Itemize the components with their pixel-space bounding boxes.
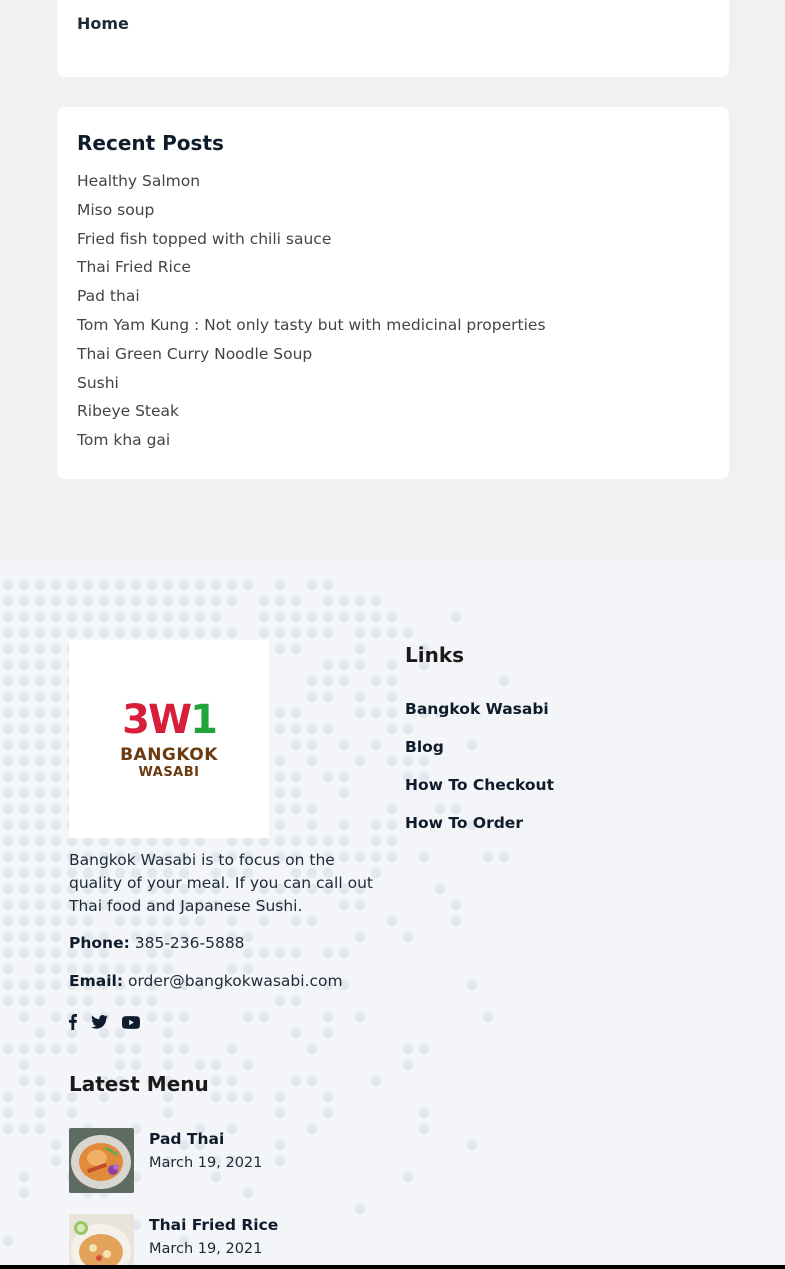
- twitter-icon[interactable]: [91, 1015, 108, 1029]
- menu-item-date: March 19, 2021: [149, 1241, 263, 1257]
- bangkok-wasabi-logo: [120, 696, 218, 780]
- recent-post-link[interactable]: Tom kha gai: [77, 431, 171, 450]
- youtube-icon[interactable]: [122, 1016, 140, 1029]
- menu-widget-card: [57, 0, 729, 77]
- menu-item-date: March 19, 2021: [149, 1155, 263, 1171]
- recent-post-link[interactable]: Tom Yam Kung : Not only tasty but with medicinal properties: [77, 315, 546, 334]
- footer-phone: [69, 934, 245, 952]
- phone-value[interactable]: 385-236-5888: [134, 934, 245, 952]
- pad-thai-thumbnail[interactable]: [69, 1128, 134, 1193]
- recent-post-link[interactable]: Ribeye Steak: [77, 402, 180, 421]
- footer-link-how-to-checkout[interactable]: How To Checkout: [405, 776, 554, 794]
- email-value[interactable]: order@bangkokwasabi.com: [127, 972, 343, 990]
- latest-menu-item[interactable]: [69, 1214, 278, 1269]
- footer-links: [405, 700, 554, 852]
- site-footer: [0, 559, 785, 1269]
- thai-fried-rice-thumbnail[interactable]: [69, 1214, 134, 1269]
- links-title: Links: [405, 643, 465, 667]
- footer-link-how-to-order[interactable]: How To Order: [405, 814, 523, 832]
- latest-menu-title: Latest Menu: [69, 1072, 209, 1096]
- logo-text-line2: WASABI: [138, 764, 200, 780]
- logo-text-line1: BANGKOK: [120, 744, 218, 765]
- social-links: [69, 1014, 140, 1030]
- logo-mark: 3W1: [122, 696, 216, 743]
- facebook-icon[interactable]: [69, 1014, 77, 1030]
- recent-post-link[interactable]: Miso soup: [77, 200, 155, 219]
- home-link[interactable]: Home: [77, 14, 129, 33]
- latest-menu-item[interactable]: [69, 1128, 262, 1193]
- recent-post-link[interactable]: Healthy Salmon: [77, 172, 201, 190]
- phone-label: Phone:: [69, 934, 130, 952]
- footer-about-text: Bangkok Wasabi is to focus on the quality of your meal. If you can call out Thai food and Japanese Sushi.: [69, 851, 373, 915]
- footer-email: [69, 972, 343, 990]
- menu-item-name[interactable]: Thai Fried Rice: [149, 1216, 279, 1234]
- recent-post-link[interactable]: Fried fish topped with chili sauce: [77, 229, 332, 248]
- menu-item-name[interactable]: Pad Thai: [149, 1130, 225, 1148]
- recent-posts-widget: [57, 107, 729, 479]
- recent-posts-title: Recent Posts: [77, 131, 224, 155]
- recent-post-link[interactable]: Sushi: [77, 373, 119, 392]
- footer-link-bangkok-wasabi[interactable]: Bangkok Wasabi: [405, 700, 549, 718]
- recent-post-link[interactable]: Pad thai: [77, 287, 140, 306]
- latest-menu-meta: [149, 1214, 278, 1269]
- recent-post-link[interactable]: Thai Green Curry Noodle Soup: [77, 344, 313, 363]
- recent-posts-list: [77, 167, 709, 455]
- footer-logo[interactable]: [69, 640, 269, 838]
- email-label: Email:: [69, 972, 124, 990]
- viewport-bottom-edge: [0, 1265, 785, 1269]
- latest-menu-meta: [149, 1128, 262, 1193]
- footer-link-blog[interactable]: Blog: [405, 738, 444, 756]
- recent-post-link[interactable]: Thai Fried Rice: [77, 258, 191, 277]
